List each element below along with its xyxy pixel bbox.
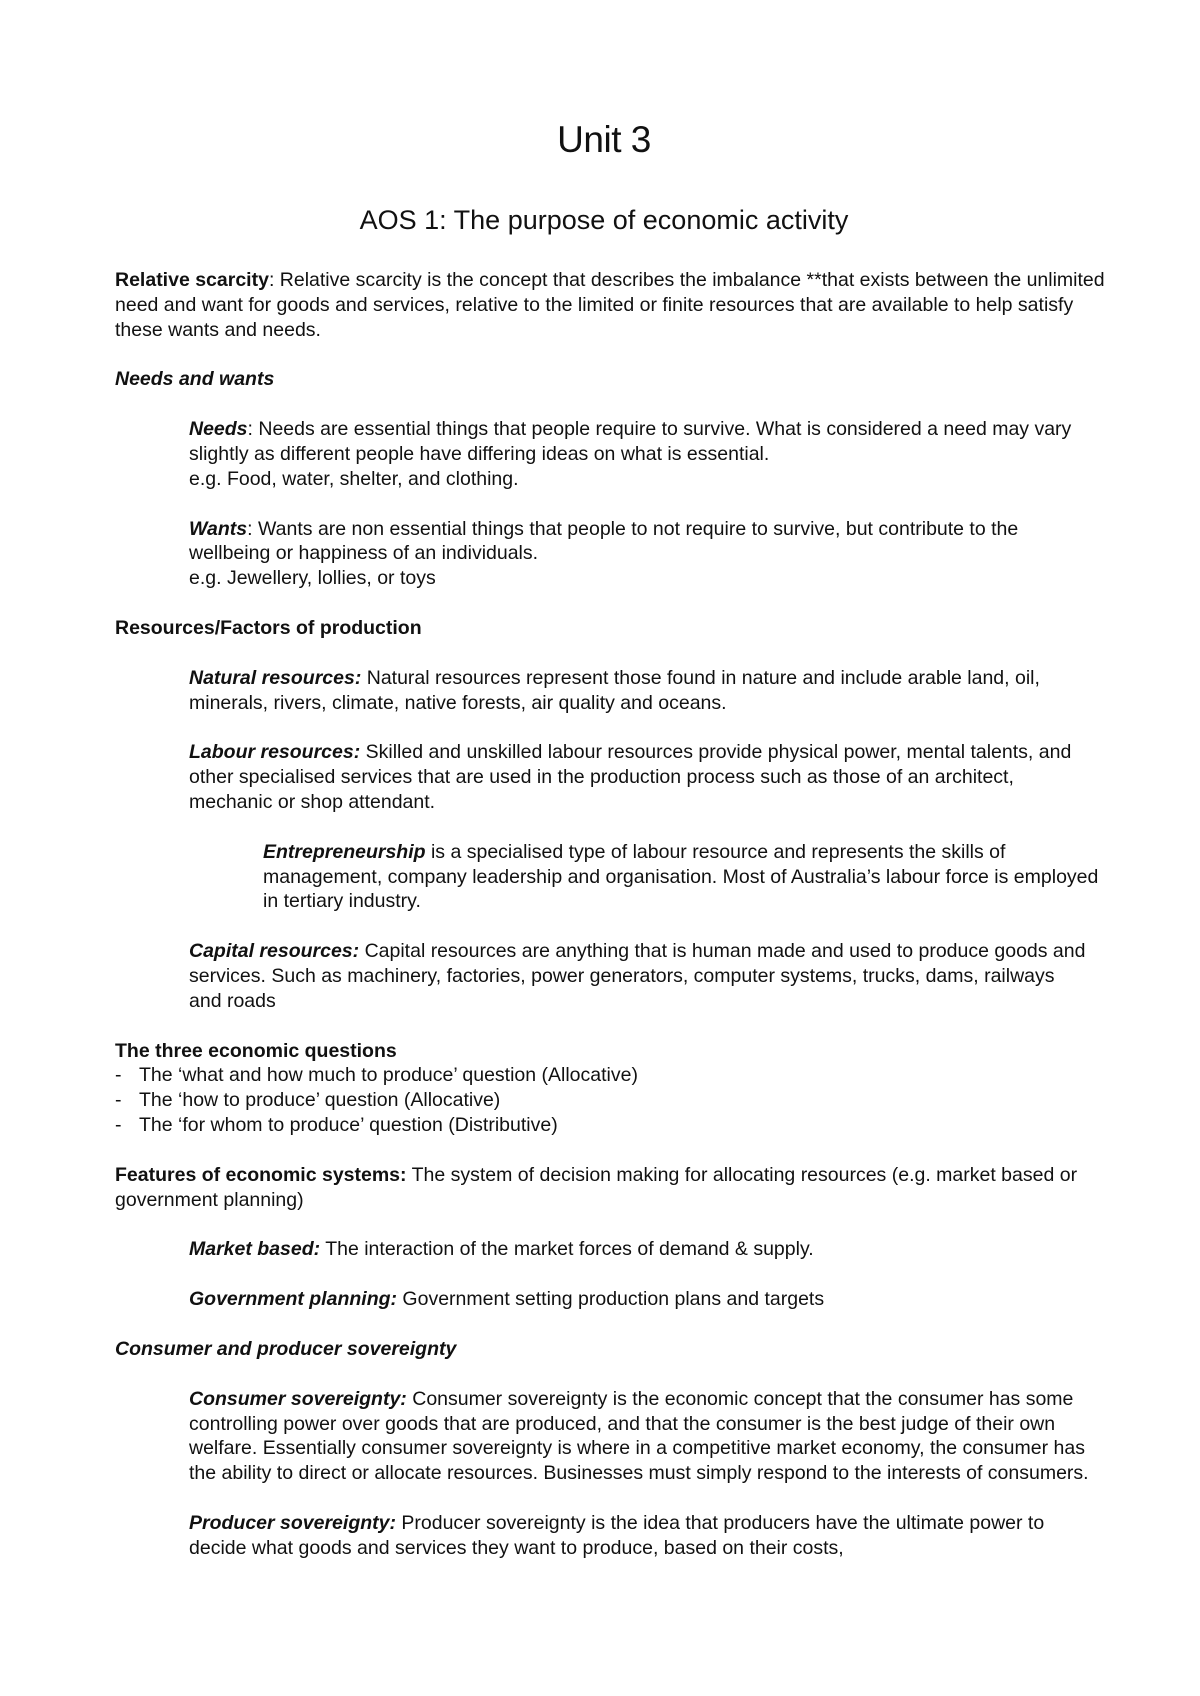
wants-example: e.g. Jewellery, lollies, or toys <box>189 567 436 590</box>
producer-sovereignty-text: Producer sovereignty is the idea that producers have the ultimate power to decide what goods and services they want to produce, based on their costs, <box>189 1511 1045 1559</box>
consumer-sovereignty-paragraph <box>189 1387 1089 1486</box>
relative-scarcity-paragraph <box>115 268 1115 342</box>
needs-example: e.g. Food, water, shelter, and clothing. <box>189 467 519 490</box>
capital-resources-text: Capital resources are anything that is human made and used to produce goods and services. Such as machinery, factories, power generators, computer systems, trucks, dams, railways and roads <box>189 940 1086 1012</box>
market-based-paragraph <box>189 1237 1089 1262</box>
sovereignty-heading: Consumer and producer sovereignty <box>115 1337 457 1360</box>
economic-systems-text: The system of decision making for allocating resources (e.g. market based or government planning) <box>115 1163 1078 1211</box>
labour-resources-paragraph <box>189 740 1089 814</box>
natural-resources-paragraph <box>189 666 1089 716</box>
list-item-text: The ‘for whom to produce’ question (Distributive) <box>139 1113 558 1136</box>
government-planning-paragraph <box>189 1287 1089 1312</box>
wants-paragraph <box>189 517 1089 567</box>
dash-bullet: - <box>115 1113 122 1136</box>
government-planning-text: Government setting production plans and targets <box>397 1288 825 1311</box>
consumer-sovereignty-term: Consumer sovereignty: <box>189 1387 407 1410</box>
document-body <box>115 268 1115 1585</box>
dash-bullet: - <box>115 1064 122 1087</box>
wants-text: : Wants are non essential things that people to not require to survive, but contribute to the wellbeing or happiness of an individuals. <box>189 517 1019 565</box>
natural-resources-term: Natural resources: <box>189 666 362 689</box>
consumer-sovereignty-text: Consumer sovereignty is the economic concept that the consumer has some controlling power over goods that are produced, and that the consumer is the best judge of their own welfare. Essentially consumer sovereignty is where in a competitive market economy, the consumer has the ability to direct or allocate resources. Businesses must simply respond to the interests of consumers. <box>189 1387 1089 1485</box>
market-based-term: Market based: <box>189 1238 321 1261</box>
needs-term: Needs <box>189 418 248 441</box>
dash-bullet: - <box>115 1089 122 1112</box>
economic-questions-heading: The three economic questions <box>115 1039 397 1062</box>
list-item-text: The ‘what and how much to produce’ question (Allocative) <box>139 1064 638 1087</box>
labour-resources-text: Skilled and unskilled labour resources provide physical power, mental talents, and other specialised services that are used in the production process such as those of an architect, mechanic or shop attendant. <box>189 741 1072 813</box>
page-subtitle: AOS 1: The purpose of economic activity <box>359 205 849 235</box>
entrepreneurship-text: is a specialised type of labour resource and represents the skills of management, company leadership and organisation. Most of Australia’s labour force is employed in tertiary industry. <box>263 840 1099 913</box>
needs-paragraph <box>189 417 1089 467</box>
wants-term: Wants <box>189 517 248 540</box>
economic-systems-paragraph <box>115 1163 1115 1213</box>
economic-questions-list <box>115 1063 1115 1137</box>
list-item <box>115 1088 1115 1113</box>
entrepreneurship-term: Entrepreneurship <box>263 840 426 863</box>
list-item <box>115 1063 1115 1088</box>
producer-sovereignty-paragraph <box>189 1511 1089 1561</box>
page-title: Unit 3 <box>557 119 651 160</box>
entrepreneurship-paragraph <box>263 840 1103 914</box>
resources-heading: Resources/Factors of production <box>115 616 422 639</box>
market-based-text: The interaction of the market forces of demand & supply. <box>320 1238 814 1261</box>
government-planning-term: Government planning: <box>189 1288 398 1311</box>
needs-text: : Needs are essential things that people require to survive. What is considered a need may vary slightly as different people have differing ideas on what is essential. <box>189 418 1072 465</box>
relative-scarcity-term: Relative scarcity <box>115 269 269 291</box>
capital-resources-paragraph <box>189 939 1089 1013</box>
list-item <box>115 1113 1115 1138</box>
producer-sovereignty-term: Producer sovereignty: <box>189 1511 396 1534</box>
needs-wants-heading: Needs and wants <box>115 368 275 391</box>
natural-resources-text: Natural resources represent those found in nature and include arable land, oil, minerals, rivers, climate, native forests, air quality and oceans. <box>189 666 1040 714</box>
capital-resources-term: Capital resources: <box>189 940 360 963</box>
relative-scarcity-text: : Relative scarcity is the concept that describes the imbalance **that exists between the unlimited need and want for goods and services, relative to the limited or finite resources that are available to help satisfy these wants and needs. <box>115 269 1105 341</box>
labour-resources-term: Labour resources: <box>189 741 361 764</box>
economic-systems-term: Features of economic systems: <box>115 1163 407 1186</box>
list-item-text: The ‘how to produce’ question (Allocative) <box>139 1089 501 1112</box>
